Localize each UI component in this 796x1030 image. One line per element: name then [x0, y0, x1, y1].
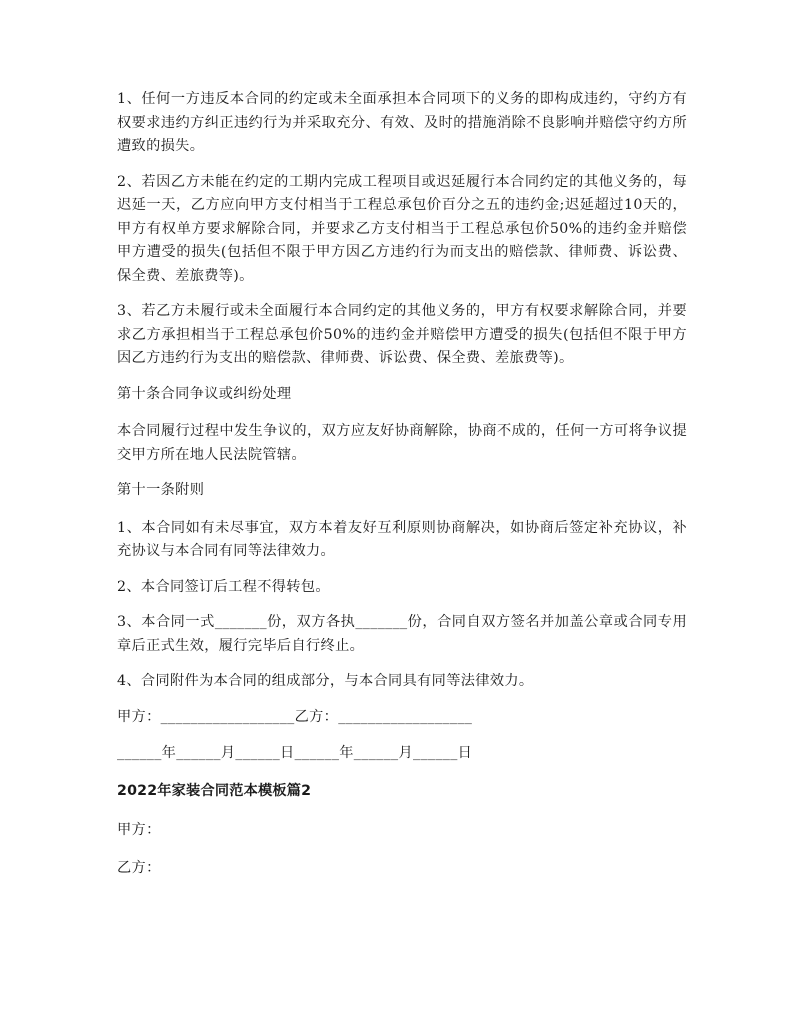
clause-nonperformance: 3、若乙方未履行或未全面履行本合同约定的其他义务的，甲方有权要求解除合同，并要求乙方承担相当于工程总承包价50%的违约金并赔偿甲方遭受的损失(包括但不限于甲方因乙方违约行为支出的赔偿款、律师费、诉讼费、保全费、差旅费等)。 [117, 303, 687, 366]
second-document-title: 2022年家装合同范本模板篇2 [117, 782, 312, 799]
section-heading-supplementary: 第十一条附则 [117, 482, 205, 498]
clause-no-subcontract: 2、本合同签订后工程不得转包。 [117, 578, 330, 595]
clause-breach-general: 1、任何一方违反本合同的约定或未全面承担本合同项下的义务的即构成违约，守约方有权要求违约方纠正违约行为并采取充分、有效、及时的措施消除不良影响并赔偿守约方所遭致的损失。 [117, 91, 687, 154]
clause-supplementary-agreement: 1、本合同如有未尽事宜，双方本着友好互利原则协商解决，如协商后签定补充协议，补充协议与本合同有同等法律效力。 [117, 519, 687, 559]
signature-line: 甲方：__________________乙方：__________________ [117, 708, 473, 725]
clause-copies-effect: 3、本合同一式_______份，双方各执_______份，合同自双方签名并加盖公章或合同专用章后正式生效，履行完毕后自行终止。 [117, 614, 687, 654]
party-b-label: 乙方： [117, 859, 161, 876]
document-page [117, 88, 687, 894]
section-heading-dispute: 第十条合同争议或纠纷处理 [117, 385, 292, 402]
clause-delay-penalty: 2、若因乙方未能在约定的工期内完成工程项目或迟延履行本合同约定的其他义务的，每迟延一天，乙方应向甲方支付相当于工程总承包价百分之五的违约金;迟延超过10天的，甲方有权单方要求解除合同，并要求乙方支付相当于工程总承包价50%的违约金并赔偿甲方遭受的损失(包括但不限于甲方因乙方违约行为而支出的赔偿款、律师费、诉讼费、保全费、差旅费等)。 [117, 173, 687, 284]
party-a-label: 甲方： [117, 822, 161, 838]
clause-attachments: 4、合同附件为本合同的组成部分，与本合同具有同等法律效力。 [117, 673, 534, 689]
date-line: ______年______月______日______年______月______日 [117, 745, 473, 761]
clause-dispute-resolution: 本合同履行过程中发生争议的，双方应友好协商解除，协商不成的，任何一方可将争议提交甲方所在地人民法院管辖。 [117, 423, 687, 463]
